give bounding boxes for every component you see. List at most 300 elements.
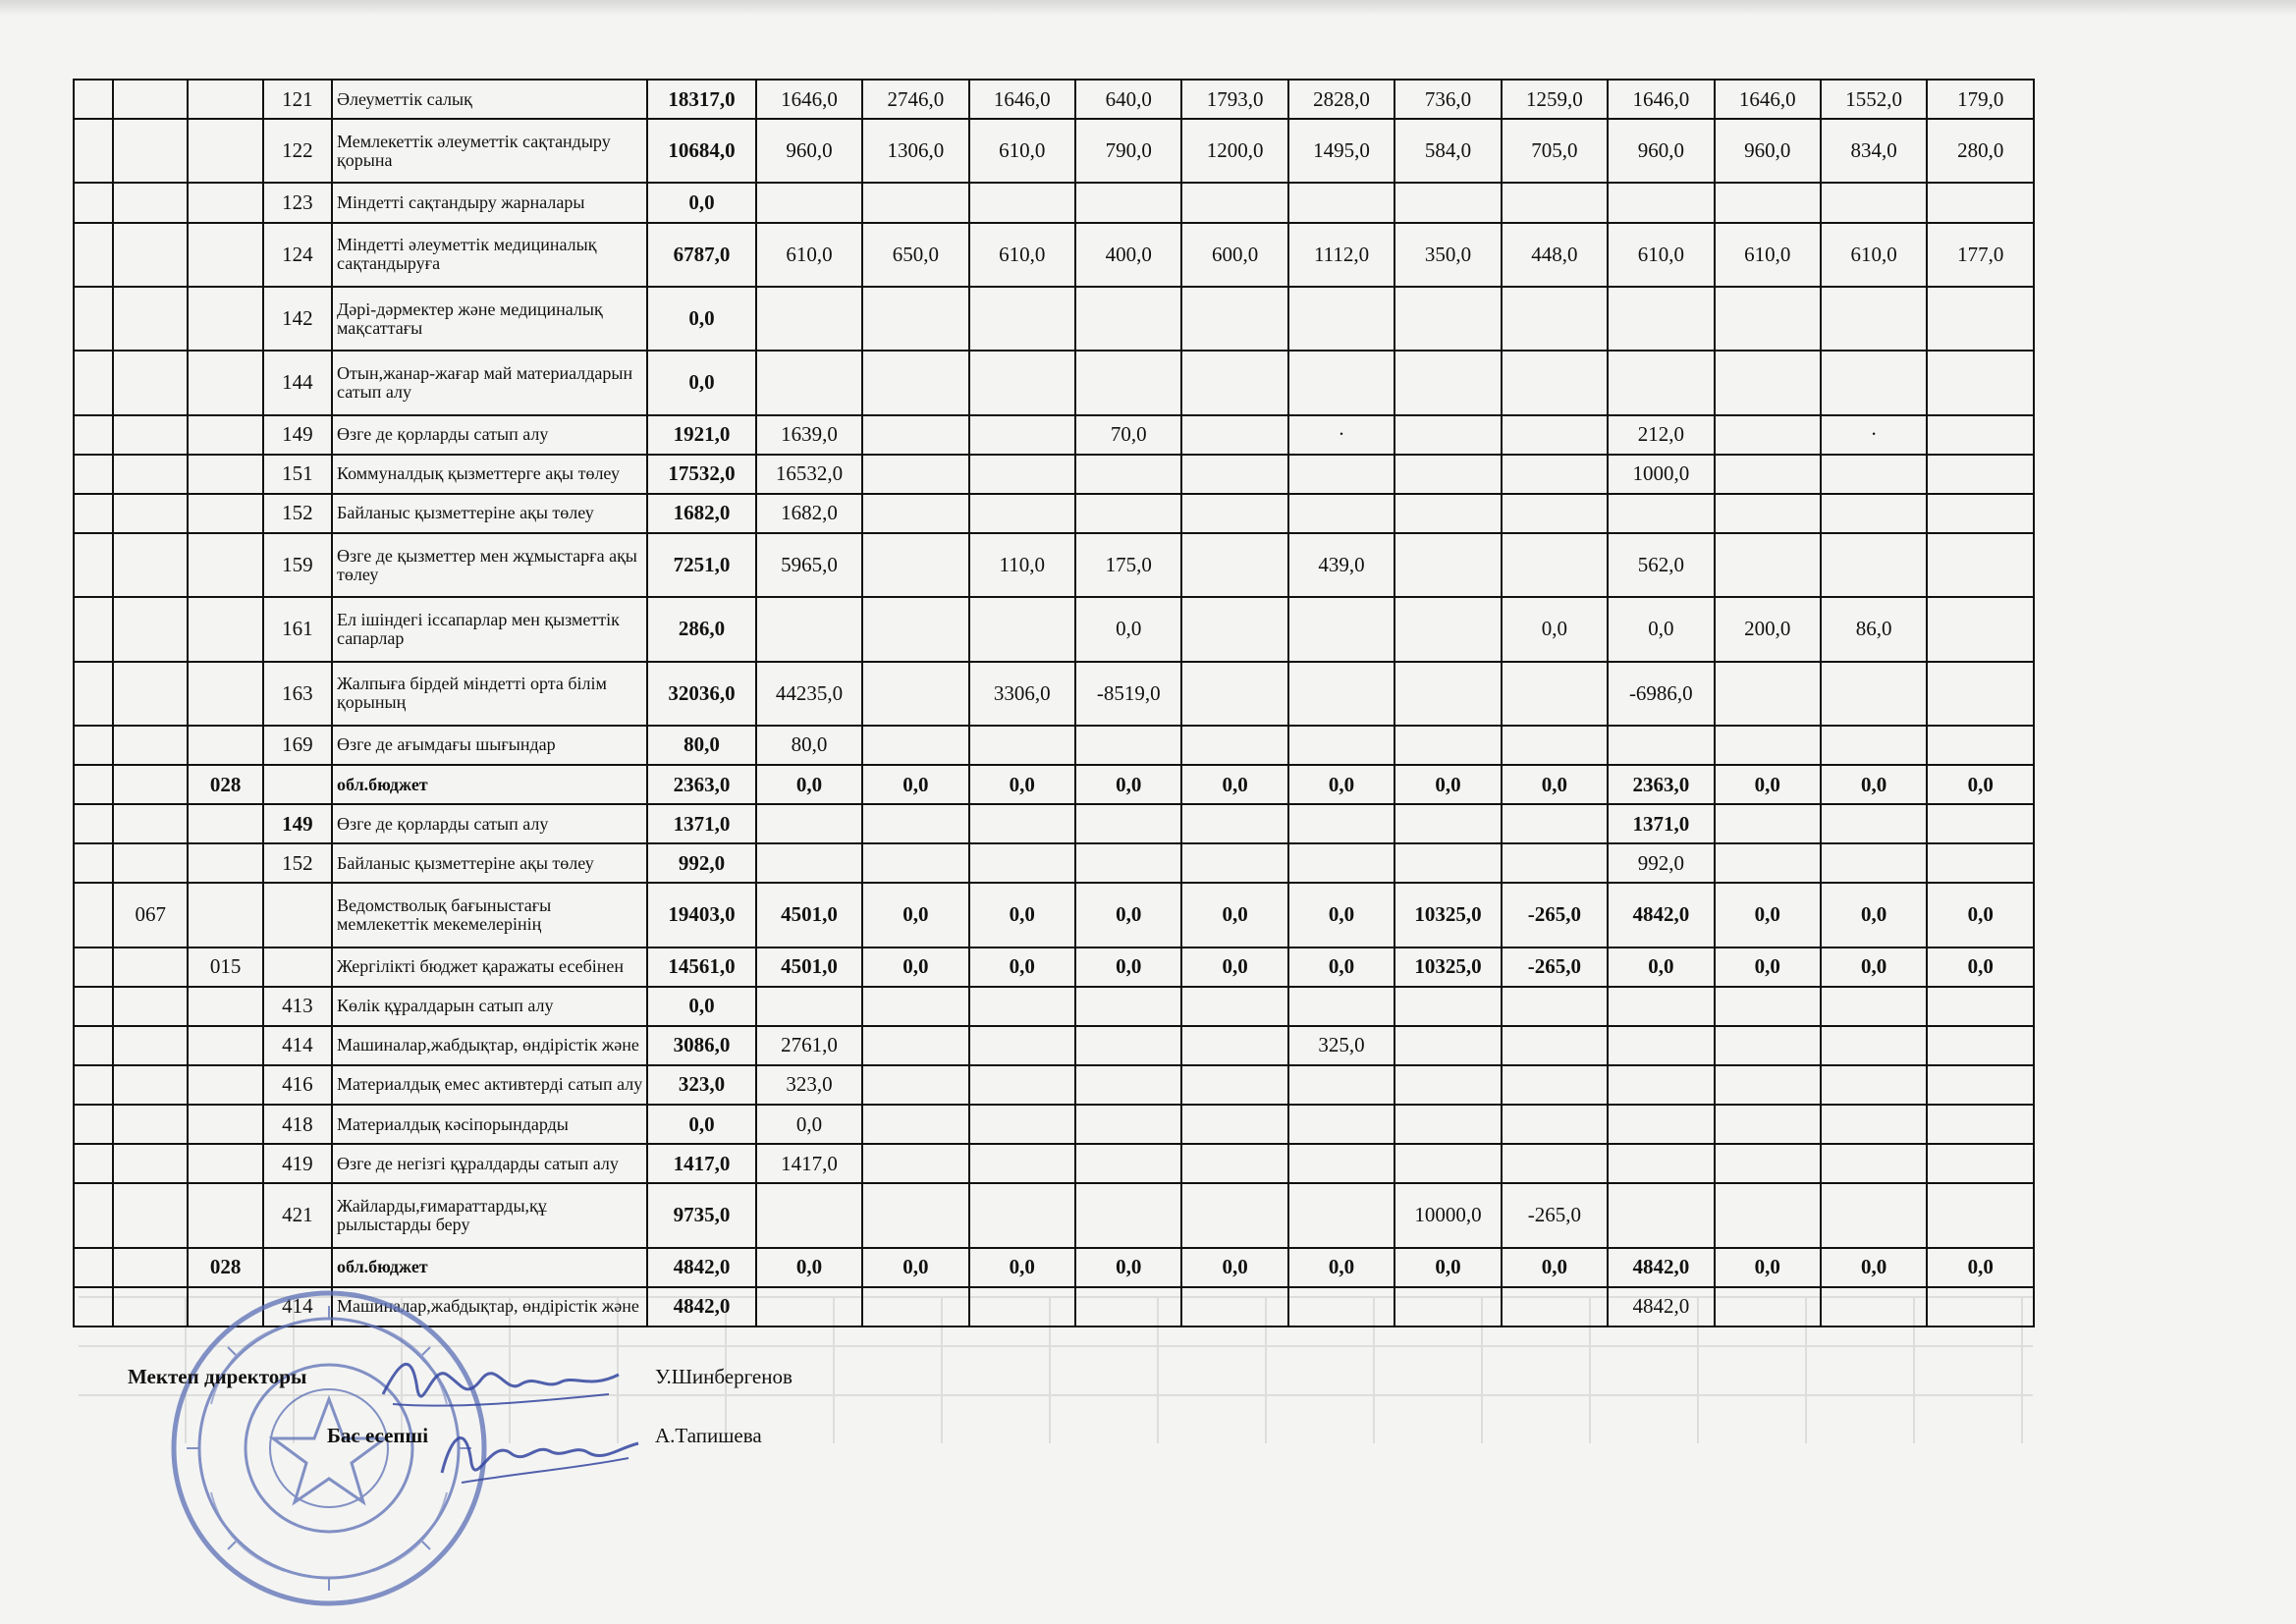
value-cell xyxy=(1288,494,1394,533)
value-cell: 325,0 xyxy=(1288,1026,1394,1065)
value-cell xyxy=(1502,415,1608,455)
value-cell: 0,0 xyxy=(1181,765,1287,804)
total-cell: 3086,0 xyxy=(647,1026,755,1065)
value-cell: 44235,0 xyxy=(756,662,862,726)
value-cell xyxy=(1394,726,1501,765)
name-cell: Өзге де ағымдағы шығындар xyxy=(332,726,647,765)
specifics-cell: 028 xyxy=(188,765,262,804)
specifics-cell xyxy=(188,80,262,119)
code-cell: 142 xyxy=(263,287,332,351)
value-cell: -6986,0 xyxy=(1608,662,1714,726)
specifics-cell xyxy=(188,1144,262,1183)
specifics-cell xyxy=(188,287,262,351)
value-cell xyxy=(1715,533,1821,597)
program-cell xyxy=(74,415,113,455)
value-cell: 4842,0 xyxy=(1608,883,1714,947)
specifics-cell xyxy=(188,183,262,222)
total-cell: 14561,0 xyxy=(647,947,755,987)
value-cell xyxy=(1608,1065,1714,1105)
program-cell xyxy=(74,843,113,883)
value-cell: 0,0 xyxy=(862,947,968,987)
table-row xyxy=(74,415,2034,455)
program-cell xyxy=(74,1183,113,1247)
value-cell: 110,0 xyxy=(969,533,1075,597)
total-cell: 323,0 xyxy=(647,1065,755,1105)
program-cell xyxy=(74,1105,113,1144)
code-cell: 151 xyxy=(263,455,332,494)
total-cell: 2363,0 xyxy=(647,765,755,804)
code-cell: 418 xyxy=(263,1105,332,1144)
value-cell: 0,0 xyxy=(862,883,968,947)
value-cell xyxy=(862,1287,968,1326)
value-cell: 175,0 xyxy=(1075,533,1181,597)
total-cell: 0,0 xyxy=(647,1105,755,1144)
value-cell xyxy=(862,597,968,661)
value-cell: 448,0 xyxy=(1502,223,1608,287)
value-cell: 1306,0 xyxy=(862,119,968,183)
value-cell: 1495,0 xyxy=(1288,119,1394,183)
code-cell xyxy=(263,765,332,804)
value-cell xyxy=(756,597,862,661)
value-cell xyxy=(1075,183,1181,222)
value-cell xyxy=(1821,494,1927,533)
table-row xyxy=(74,1183,2034,1247)
value-cell: 610,0 xyxy=(1821,223,1927,287)
value-cell xyxy=(1927,351,2034,414)
code-cell: 152 xyxy=(263,494,332,533)
value-cell xyxy=(1927,533,2034,597)
value-cell: 834,0 xyxy=(1821,119,1927,183)
table-row xyxy=(74,1026,2034,1065)
code-cell: 421 xyxy=(263,1183,332,1247)
name-cell: Ведомстволық бағыныстағы мемлекеттік мекемелерінің xyxy=(332,883,647,947)
subprogram-cell xyxy=(113,804,188,843)
value-cell: 960,0 xyxy=(1608,119,1714,183)
value-cell: 1112,0 xyxy=(1288,223,1394,287)
name-cell: Машиналар,жабдықтар, өндірістік және xyxy=(332,1026,647,1065)
value-cell xyxy=(1394,1144,1501,1183)
value-cell: 0,0 xyxy=(1502,597,1608,661)
value-cell xyxy=(1181,662,1287,726)
value-cell xyxy=(1288,1105,1394,1144)
subprogram-cell xyxy=(113,1248,188,1287)
code-cell: 121 xyxy=(263,80,332,119)
table-row xyxy=(74,1065,2034,1105)
value-cell xyxy=(1288,1183,1394,1247)
value-cell xyxy=(969,843,1075,883)
value-cell xyxy=(1288,662,1394,726)
code-cell xyxy=(263,883,332,947)
value-cell: 0,0 xyxy=(1288,947,1394,987)
value-cell: 1552,0 xyxy=(1821,80,1927,119)
value-cell xyxy=(1075,726,1181,765)
value-cell: 4501,0 xyxy=(756,883,862,947)
program-cell xyxy=(74,1248,113,1287)
value-cell xyxy=(756,804,862,843)
total-cell: 4842,0 xyxy=(647,1248,755,1287)
specifics-cell xyxy=(188,843,262,883)
value-cell: 610,0 xyxy=(756,223,862,287)
value-cell xyxy=(969,987,1075,1026)
value-cell: 4842,0 xyxy=(1608,1248,1714,1287)
value-cell xyxy=(1288,351,1394,414)
name-cell: Коммуналдық қызметтерге ақы төлеу xyxy=(332,455,647,494)
value-cell: 179,0 xyxy=(1927,80,2034,119)
subprogram-cell xyxy=(113,351,188,414)
value-cell: 610,0 xyxy=(1715,223,1821,287)
value-cell xyxy=(1288,1144,1394,1183)
value-cell xyxy=(1075,843,1181,883)
value-cell: 439,0 xyxy=(1288,533,1394,597)
value-cell xyxy=(969,455,1075,494)
value-cell xyxy=(1821,804,1927,843)
name-cell: Әлеуметтік салық xyxy=(332,80,647,119)
value-cell: 0,0 xyxy=(862,765,968,804)
value-cell: 323,0 xyxy=(756,1065,862,1105)
value-cell: 1639,0 xyxy=(756,415,862,455)
value-cell xyxy=(1821,533,1927,597)
value-cell: 0,0 xyxy=(1927,883,2034,947)
value-cell xyxy=(862,1183,968,1247)
value-cell: 705,0 xyxy=(1502,119,1608,183)
value-cell: 0,0 xyxy=(756,1105,862,1144)
value-cell xyxy=(1821,1105,1927,1144)
program-cell xyxy=(74,80,113,119)
value-cell: · xyxy=(1821,415,1927,455)
value-cell xyxy=(1821,1183,1927,1247)
program-cell xyxy=(74,726,113,765)
value-cell: 16532,0 xyxy=(756,455,862,494)
value-cell xyxy=(1288,1065,1394,1105)
value-cell: 736,0 xyxy=(1394,80,1501,119)
program-cell xyxy=(74,765,113,804)
program-cell xyxy=(74,987,113,1026)
value-cell xyxy=(1927,1144,2034,1183)
value-cell xyxy=(969,494,1075,533)
subprogram-cell xyxy=(113,1105,188,1144)
value-cell: 0,0 xyxy=(969,883,1075,947)
code-cell: 416 xyxy=(263,1065,332,1105)
value-cell: 584,0 xyxy=(1394,119,1501,183)
value-cell xyxy=(1394,1105,1501,1144)
value-cell xyxy=(1608,726,1714,765)
value-cell xyxy=(1181,597,1287,661)
program-cell xyxy=(74,804,113,843)
value-cell xyxy=(756,351,862,414)
specifics-cell xyxy=(188,883,262,947)
value-cell xyxy=(1394,1065,1501,1105)
value-cell xyxy=(862,804,968,843)
specifics-cell xyxy=(188,726,262,765)
value-cell xyxy=(1821,1144,1927,1183)
value-cell: -8519,0 xyxy=(1075,662,1181,726)
budget-table-body xyxy=(74,80,2034,1326)
value-cell xyxy=(756,987,862,1026)
value-cell: 0,0 xyxy=(1821,883,1927,947)
budget-table xyxy=(73,79,2035,1327)
value-cell: 0,0 xyxy=(1181,947,1287,987)
program-cell xyxy=(74,533,113,597)
value-cell xyxy=(1502,843,1608,883)
name-cell: Байланыс қызметтеріне ақы төлеу xyxy=(332,843,647,883)
value-cell xyxy=(1608,987,1714,1026)
value-cell: 0,0 xyxy=(1715,1248,1821,1287)
value-cell: 0,0 xyxy=(1288,1248,1394,1287)
director-signature xyxy=(373,1345,629,1424)
value-cell xyxy=(1181,183,1287,222)
table-row xyxy=(74,223,2034,287)
value-cell: 0,0 xyxy=(1075,597,1181,661)
value-cell: 0,0 xyxy=(1821,947,1927,987)
subprogram-cell xyxy=(113,597,188,661)
specifics-cell xyxy=(188,1026,262,1065)
value-cell xyxy=(756,843,862,883)
specifics-cell xyxy=(188,119,262,183)
value-cell xyxy=(862,533,968,597)
value-cell xyxy=(1715,183,1821,222)
code-cell: 122 xyxy=(263,119,332,183)
value-cell xyxy=(1927,1183,2034,1247)
total-cell: 17532,0 xyxy=(647,455,755,494)
program-cell xyxy=(74,947,113,987)
value-cell xyxy=(1715,415,1821,455)
value-cell xyxy=(1075,1183,1181,1247)
program-cell xyxy=(74,1287,113,1326)
value-cell xyxy=(1394,804,1501,843)
director-name: У.Шинбергенов xyxy=(655,1365,793,1388)
value-cell xyxy=(1821,1287,1927,1326)
name-cell: Міндетті әлеуметтік медициналық сақтандыруға xyxy=(332,223,647,287)
code-cell: 149 xyxy=(263,804,332,843)
value-cell: 610,0 xyxy=(1608,223,1714,287)
value-cell xyxy=(1288,287,1394,351)
value-cell: 0,0 xyxy=(862,1248,968,1287)
name-cell: Жалпыға бірдей міндетті орта білім қорының xyxy=(332,662,647,726)
name-cell: Жайларды,ғимараттарды,құ рылыстарды беру xyxy=(332,1183,647,1247)
value-cell xyxy=(969,1144,1075,1183)
program-cell xyxy=(74,223,113,287)
value-cell xyxy=(969,1026,1075,1065)
table-row xyxy=(74,662,2034,726)
value-cell xyxy=(862,455,968,494)
specifics-cell xyxy=(188,494,262,533)
value-cell xyxy=(1394,533,1501,597)
value-cell: 0,0 xyxy=(1288,765,1394,804)
value-cell xyxy=(1181,804,1287,843)
value-cell xyxy=(756,183,862,222)
value-cell xyxy=(1715,662,1821,726)
value-cell xyxy=(1608,1183,1714,1247)
table-row xyxy=(74,80,2034,119)
specifics-cell xyxy=(188,1105,262,1144)
subprogram-cell xyxy=(113,947,188,987)
name-cell: Материалдық емес активтерді сатып алу xyxy=(332,1065,647,1105)
value-cell xyxy=(1288,726,1394,765)
subprogram-cell xyxy=(113,223,188,287)
accountant-label: Бас есепші xyxy=(327,1424,429,1447)
value-cell xyxy=(1394,597,1501,661)
value-cell: 0,0 xyxy=(969,947,1075,987)
value-cell xyxy=(1502,287,1608,351)
code-cell: 169 xyxy=(263,726,332,765)
table-row xyxy=(74,597,2034,661)
total-cell: 10684,0 xyxy=(647,119,755,183)
value-cell: 1000,0 xyxy=(1608,455,1714,494)
total-cell: 7251,0 xyxy=(647,533,755,597)
value-cell xyxy=(1715,287,1821,351)
value-cell xyxy=(1502,1065,1608,1105)
value-cell xyxy=(1608,1105,1714,1144)
value-cell xyxy=(1394,843,1501,883)
value-cell xyxy=(862,987,968,1026)
value-cell: 0,0 xyxy=(1715,765,1821,804)
code-cell: 413 xyxy=(263,987,332,1026)
value-cell: 2746,0 xyxy=(862,80,968,119)
table-row xyxy=(74,947,2034,987)
value-cell xyxy=(1502,1287,1608,1326)
value-cell xyxy=(1181,415,1287,455)
scan-top-shadow xyxy=(0,0,2296,16)
value-cell xyxy=(1927,415,2034,455)
value-cell: 0,0 xyxy=(1502,1248,1608,1287)
value-cell xyxy=(1288,987,1394,1026)
value-cell xyxy=(1608,1026,1714,1065)
specifics-cell xyxy=(188,1183,262,1247)
total-cell: 4842,0 xyxy=(647,1287,755,1326)
value-cell xyxy=(969,1065,1075,1105)
value-cell: 400,0 xyxy=(1075,223,1181,287)
subprogram-cell xyxy=(113,80,188,119)
program-cell xyxy=(74,1026,113,1065)
value-cell xyxy=(1608,1144,1714,1183)
value-cell: 0,0 xyxy=(756,765,862,804)
name-cell: Өзге де негізгі құралдарды сатып алу xyxy=(332,1144,647,1183)
value-cell: 2828,0 xyxy=(1288,80,1394,119)
value-cell xyxy=(1715,494,1821,533)
value-cell: 200,0 xyxy=(1715,597,1821,661)
value-cell xyxy=(1927,987,2034,1026)
code-cell xyxy=(263,1248,332,1287)
value-cell xyxy=(1288,597,1394,661)
value-cell: 0,0 xyxy=(1075,947,1181,987)
value-cell xyxy=(1927,1065,2034,1105)
table-row xyxy=(74,119,2034,183)
value-cell xyxy=(1075,1026,1181,1065)
value-cell: 2363,0 xyxy=(1608,765,1714,804)
value-cell: 0,0 xyxy=(1927,1248,2034,1287)
value-cell xyxy=(1394,415,1501,455)
value-cell xyxy=(1288,843,1394,883)
value-cell xyxy=(1181,1183,1287,1247)
total-cell: 286,0 xyxy=(647,597,755,661)
name-cell: Көлік құралдарын сатып алу xyxy=(332,987,647,1026)
value-cell: 1200,0 xyxy=(1181,119,1287,183)
specifics-cell xyxy=(188,533,262,597)
value-cell xyxy=(1927,494,2034,533)
value-cell xyxy=(1502,1144,1608,1183)
value-cell xyxy=(756,1287,862,1326)
value-cell xyxy=(1927,597,2034,661)
value-cell xyxy=(862,415,968,455)
value-cell: 0,0 xyxy=(1181,883,1287,947)
value-cell xyxy=(1821,351,1927,414)
value-cell xyxy=(1502,494,1608,533)
total-cell: 992,0 xyxy=(647,843,755,883)
value-cell xyxy=(1715,351,1821,414)
value-cell xyxy=(1075,455,1181,494)
value-cell: 0,0 xyxy=(1821,765,1927,804)
value-cell: 0,0 xyxy=(1394,765,1501,804)
total-cell: 0,0 xyxy=(647,987,755,1026)
specifics-cell xyxy=(188,455,262,494)
value-cell: 177,0 xyxy=(1927,223,2034,287)
value-cell xyxy=(1927,1105,2034,1144)
value-cell: 4501,0 xyxy=(756,947,862,987)
table-row xyxy=(74,804,2034,843)
value-cell xyxy=(1715,804,1821,843)
director-label: Мектеп директоры xyxy=(128,1365,307,1388)
value-cell xyxy=(862,1105,968,1144)
value-cell xyxy=(1181,533,1287,597)
subprogram-cell xyxy=(113,494,188,533)
value-cell xyxy=(1502,533,1608,597)
total-cell: 6787,0 xyxy=(647,223,755,287)
value-cell: 1646,0 xyxy=(1715,80,1821,119)
value-cell xyxy=(1821,987,1927,1026)
value-cell xyxy=(862,287,968,351)
total-cell: 18317,0 xyxy=(647,80,755,119)
subprogram-cell xyxy=(113,987,188,1026)
value-cell xyxy=(1502,804,1608,843)
value-cell xyxy=(1821,726,1927,765)
value-cell xyxy=(1181,494,1287,533)
subprogram-cell xyxy=(113,1065,188,1105)
value-cell xyxy=(1394,662,1501,726)
value-cell: 650,0 xyxy=(862,223,968,287)
value-cell: 1646,0 xyxy=(756,80,862,119)
total-cell: 1921,0 xyxy=(647,415,755,455)
name-cell: Ел ішіндегі іссапарлар мен қызметтік сапарлар xyxy=(332,597,647,661)
value-cell xyxy=(1821,662,1927,726)
value-cell xyxy=(969,597,1075,661)
table-row xyxy=(74,533,2034,597)
value-cell xyxy=(1715,843,1821,883)
total-cell: 19403,0 xyxy=(647,883,755,947)
program-cell xyxy=(74,597,113,661)
value-cell: 0,0 xyxy=(1715,947,1821,987)
value-cell xyxy=(1502,1105,1608,1144)
value-cell: 640,0 xyxy=(1075,80,1181,119)
value-cell xyxy=(862,494,968,533)
value-cell: 10000,0 xyxy=(1394,1183,1501,1247)
value-cell: 0,0 xyxy=(969,1248,1075,1287)
total-cell: 1682,0 xyxy=(647,494,755,533)
value-cell xyxy=(1715,455,1821,494)
value-cell xyxy=(1288,804,1394,843)
value-cell xyxy=(1502,987,1608,1026)
name-cell: Өзге де қорларды сатып алу xyxy=(332,804,647,843)
value-cell xyxy=(969,351,1075,414)
name-cell: Байланыс қызметтеріне ақы төлеу xyxy=(332,494,647,533)
value-cell xyxy=(1715,1065,1821,1105)
value-cell xyxy=(1288,455,1394,494)
value-cell xyxy=(1075,494,1181,533)
program-cell xyxy=(74,662,113,726)
program-cell xyxy=(74,351,113,414)
value-cell: 600,0 xyxy=(1181,223,1287,287)
code-cell: 123 xyxy=(263,183,332,222)
value-cell: 1371,0 xyxy=(1608,804,1714,843)
